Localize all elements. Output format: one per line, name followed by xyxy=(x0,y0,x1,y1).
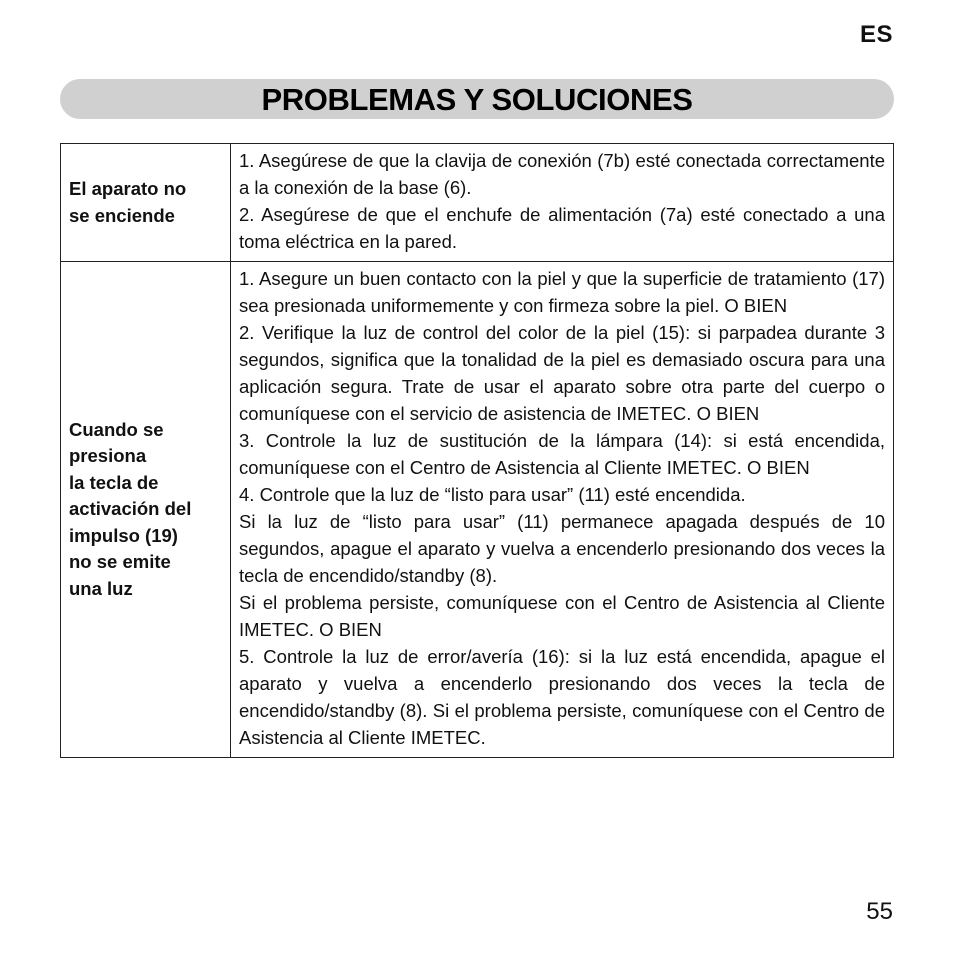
problem-line: presiona xyxy=(69,445,147,467)
problem-line: no se emite xyxy=(69,551,171,573)
solution-step: 1. Asegúrese de que la clavija de conexión (7b) esté conectada correctamente a la conexión de la base (6). xyxy=(239,150,885,198)
problem-cell xyxy=(61,144,231,262)
language-label: ES xyxy=(859,21,893,48)
solution-step: Si la luz de “listo para usar” (11) permanece apagada después de 10 segundos, apague el aparato y vuelva a encenderlo presionando dos veces la tecla de encendido/standby (8). xyxy=(239,511,885,586)
page-number: 55 xyxy=(866,898,893,925)
problem-cell xyxy=(61,262,231,758)
solution-step: 4. Controle que la luz de “listo para usar” (11) esté encendida. xyxy=(239,484,746,505)
solution-cell xyxy=(231,144,894,262)
solution-cell xyxy=(231,262,894,758)
problem-line: se enciende xyxy=(69,204,175,226)
problem-line: impulso (19) xyxy=(69,524,178,546)
problem-line: la tecla de xyxy=(69,471,159,493)
solution-step: 1. Asegure un buen contacto con la piel y que la superficie de tratamiento (17) sea presionada uniformemente y con firmeza sobre la piel. O BIEN xyxy=(239,268,885,316)
solution-step: 3. Controle la luz de sustitución de la lámpara (14): si está encendida, comuníquese con el Centro de Asistencia al Cliente IMETEC. O BIEN xyxy=(239,430,885,478)
troubleshooting-table xyxy=(60,143,894,758)
solution-step: 5. Controle la luz de error/avería (16): si la luz está encendida, apague el aparato y vuelva a encenderlo presionando dos veces la tecla de encendido/standby (8). Si el problema persiste, comuníquese con el Centro de Asistencia al Cliente IMETEC. xyxy=(239,646,885,748)
solution-step: 2. Asegúrese de que el enchufe de alimentación (7a) esté conectado a una toma eléctrica en la pared. xyxy=(239,204,885,252)
table-row xyxy=(61,262,894,758)
problem-line: activación del xyxy=(69,498,192,520)
title-banner xyxy=(60,79,894,119)
table-row xyxy=(61,144,894,262)
solution-step: Si el problema persiste, comuníquese con el Centro de Asistencia al Cliente IMETEC. O BIEN xyxy=(239,592,885,640)
page-title: PROBLEMAS Y SOLUCIONES xyxy=(261,82,693,117)
solution-step: 2. Verifique la luz de control del color de la piel (15): si parpadea durante 3 segundos, significa que la tonalidad de la piel es demasiado oscura para una aplicación segura. Trate de usar el aparato sobre otra parte del cuerpo o comuníquese con el servicio de asistencia de IMETEC. O BIEN xyxy=(239,322,885,424)
problem-line: El aparato no xyxy=(69,178,187,199)
problem-line: una luz xyxy=(69,577,133,599)
problem-line: Cuando se xyxy=(69,418,164,440)
